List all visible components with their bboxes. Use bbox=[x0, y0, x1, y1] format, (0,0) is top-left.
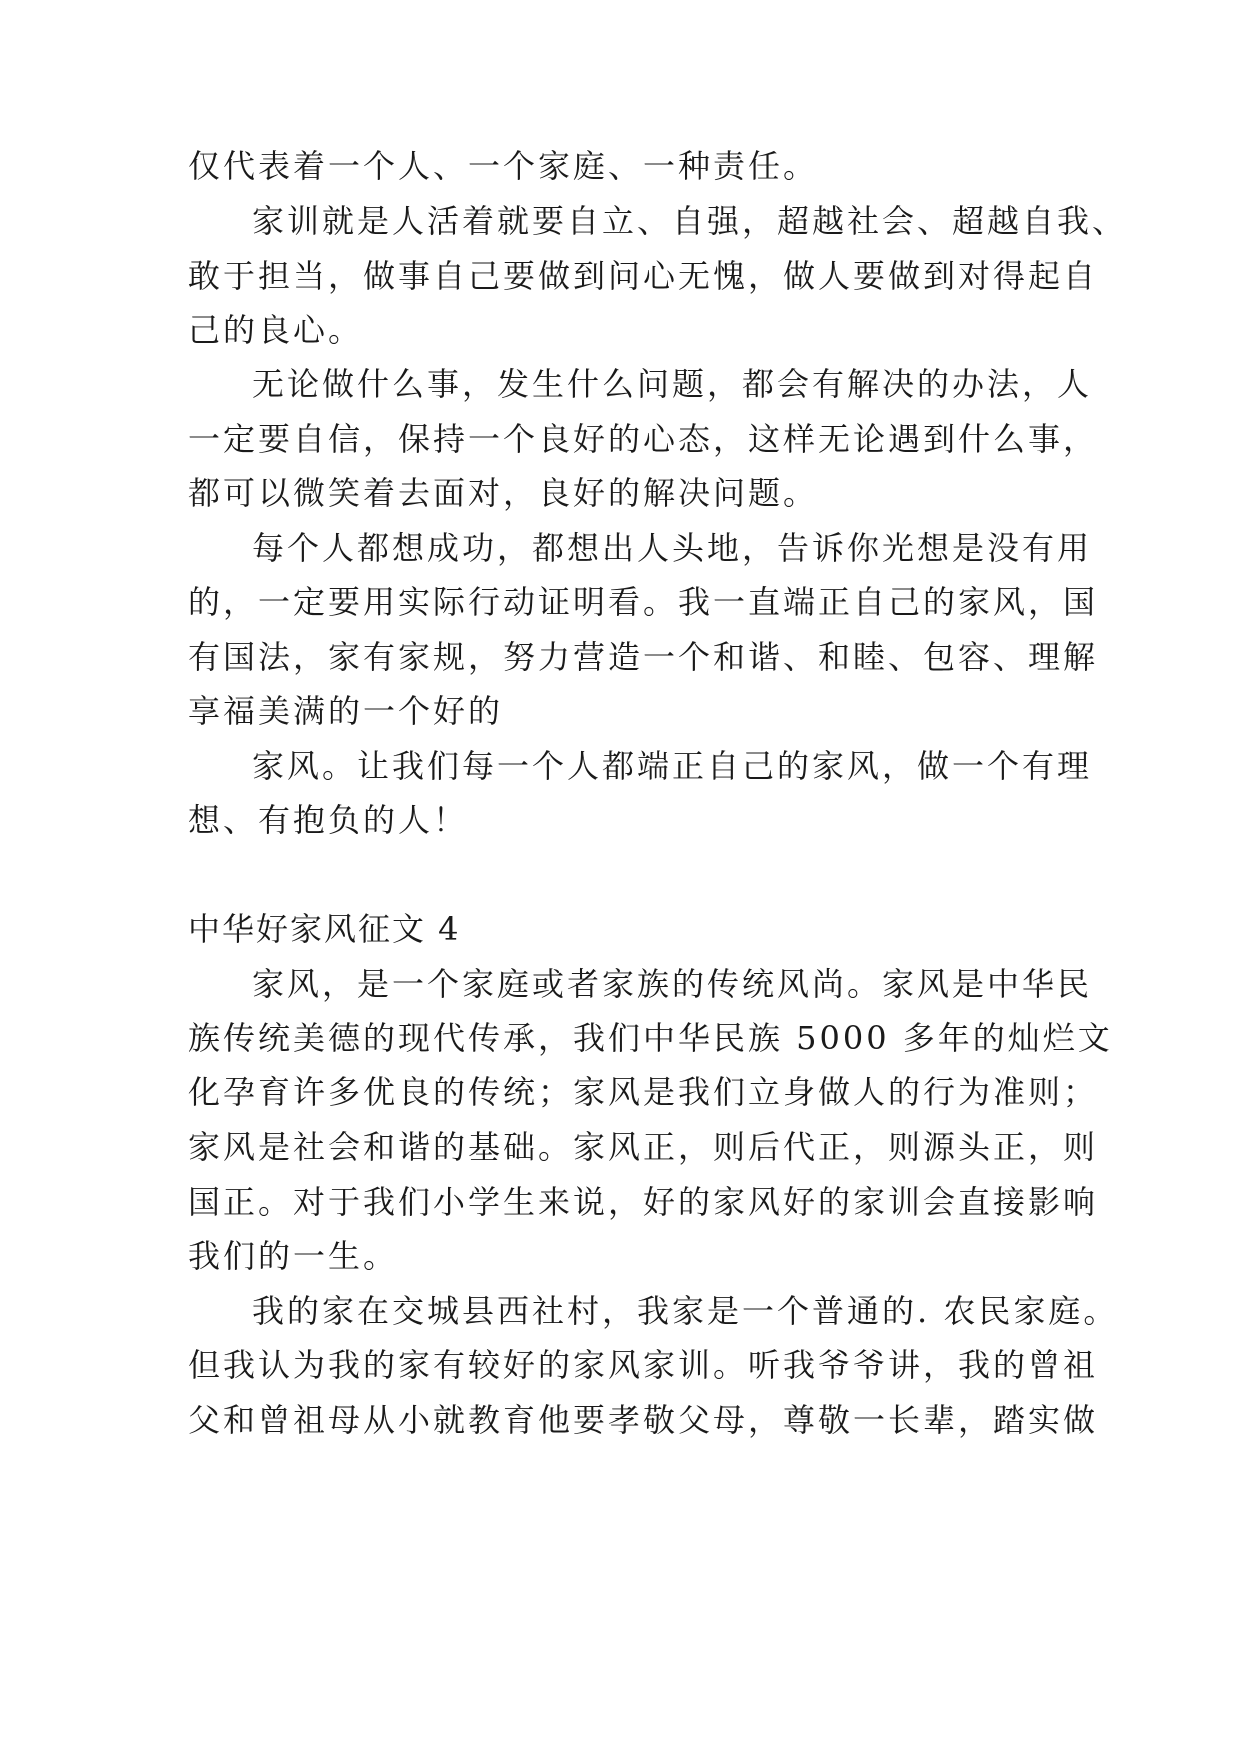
section-heading: 中华好家风征文 4 bbox=[188, 910, 461, 948]
text-line: 但我认为我的家有较好的家风家训。听我爷爷讲，我的曾祖 bbox=[188, 1346, 1099, 1384]
text-line: 想、有抱负的人！ bbox=[188, 801, 469, 839]
paragraph-first-line: 家训就是人活着就要自立、自强，超越社会、超越自我、 bbox=[252, 202, 1128, 240]
text-line: 己的良心。 bbox=[188, 311, 364, 349]
text-line: 一定要自信，保持一个良好的心态，这样无论遇到什么事， bbox=[188, 420, 1099, 458]
text-line: 化孕育许多优良的传统；家风是我们立身做人的行为准则； bbox=[188, 1073, 1099, 1111]
paragraph-first-line: 家风，是一个家庭或者家族的传统风尚。家风是中华民 bbox=[252, 965, 1093, 1003]
text-line: 的，一定要用实际行动证明看。我一直端正自己的家风，国 bbox=[188, 583, 1099, 621]
text-line: 有国法，家有家规，努力营造一个和谐、和睦、包容、理解 bbox=[188, 638, 1099, 676]
paragraph-first-line: 家风。让我们每一个人都端正自己的家风，做一个有理 bbox=[252, 747, 1093, 785]
text-line: 仅代表着一个人、一个家庭、一种责任。 bbox=[188, 147, 819, 185]
text-line: 都可以微笑着去面对，良好的解决问题。 bbox=[188, 474, 819, 512]
text-line: 享福美满的一个好的 bbox=[188, 692, 504, 730]
text-line: 家风是社会和谐的基础。家风正，则后代正，则源头正，则 bbox=[188, 1128, 1099, 1166]
text-line: 族传统美德的现代传承，我们中华民族 5000 多年的灿烂文 bbox=[188, 1019, 1113, 1057]
paragraph-first-line: 无论做什么事，发生什么问题，都会有解决的办法，人 bbox=[252, 365, 1093, 403]
paragraph-first-line: 每个人都想成功，都想出人头地，告诉你光想是没有用 bbox=[252, 529, 1093, 567]
paragraph-first-line: 我的家在交城县西社村，我家是一个普通的. 农民家庭。 bbox=[252, 1292, 1119, 1330]
text-line: 我们的一生。 bbox=[188, 1237, 399, 1275]
text-line: 国正。对于我们小学生来说，好的家风好的家训会直接影响 bbox=[188, 1183, 1099, 1221]
text-line: 父和曾祖母从小就教育他要孝敬父母，尊敬一长辈，踏实做 bbox=[188, 1401, 1099, 1439]
text-line: 敢于担当，做事自己要做到问心无愧，做人要做到对得起自 bbox=[188, 257, 1099, 295]
